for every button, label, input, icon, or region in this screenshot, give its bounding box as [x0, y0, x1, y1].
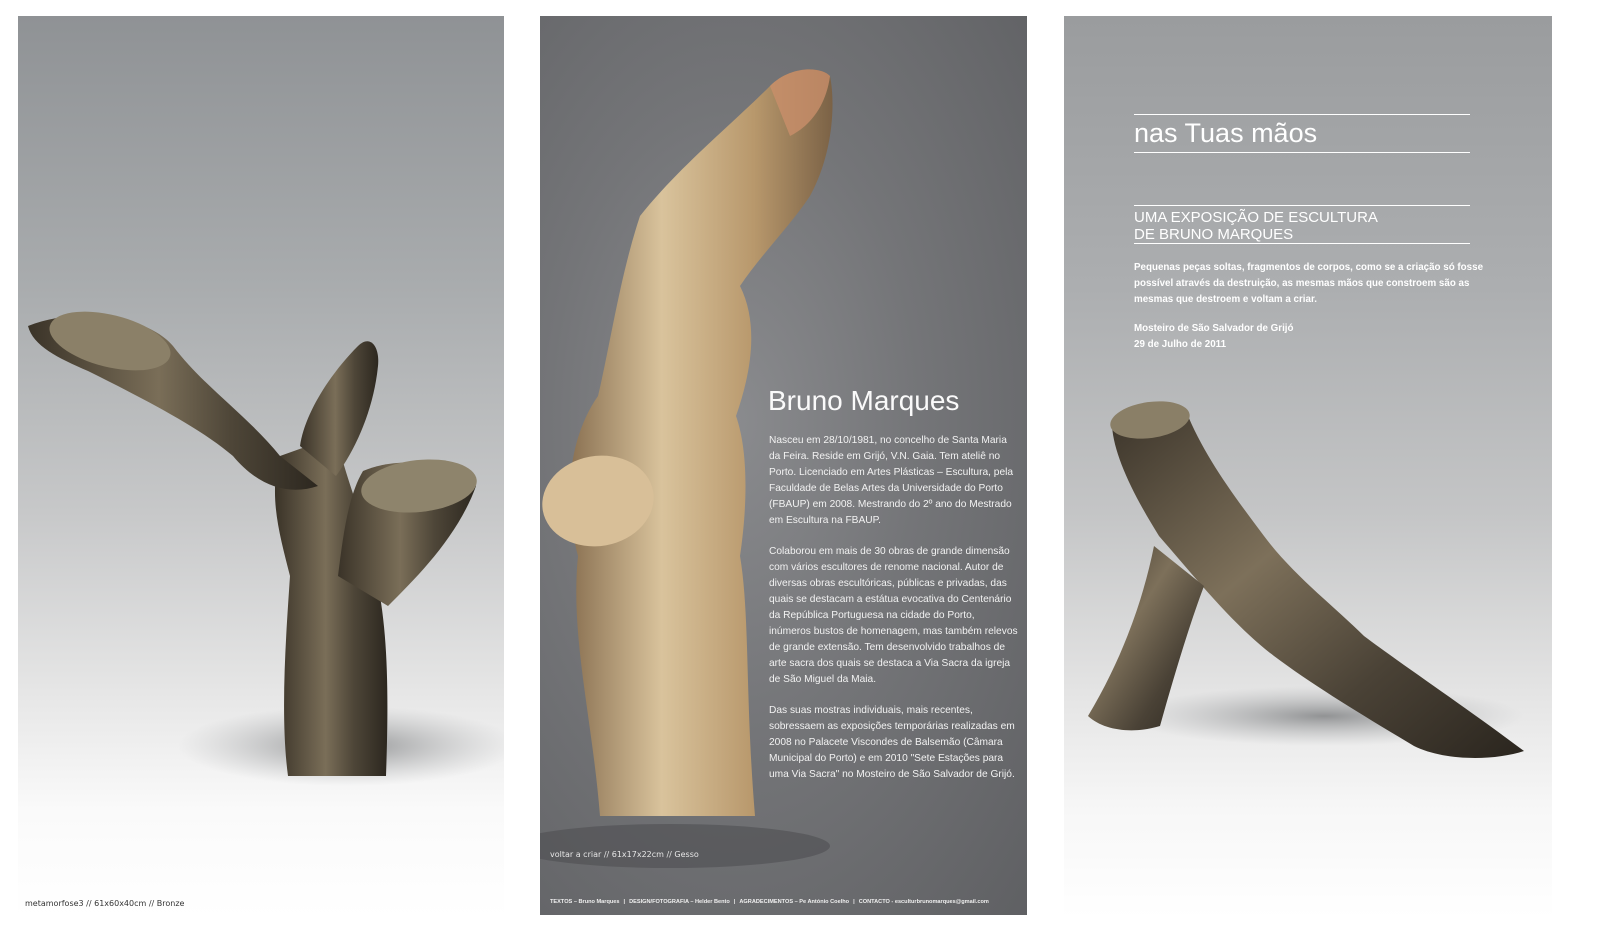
bio-paragraph: Colaborou em mais de 30 obras de grande dimensão com vários escultores de renome nacional. Autor de diversas obras escultóricas, públicas e privadas, das quais se destacam a estátua evocativa do Centenário da República Portuguesa na cidade do Porto, inúmeros bustos de homenagem, mas também relevos de grande extensão. Tem desenvolvido trabalhos de arte sacra dos quais se destaca a Via Sacra da igreja de São Miguel da Maia.	[769, 546, 1018, 685]
left-panel-photo	[18, 16, 504, 918]
credit-design: DESIGN/FOTOGRAFIA – Helder Bento	[629, 899, 730, 905]
center-panel	[540, 16, 1027, 915]
artwork-caption-center: voltar a criar // 61x17x22cm // Gesso	[550, 850, 699, 859]
credits-line: TEXTOS – Bruno Marques | DESIGN/FOTOGRAFIA – Helder Bento | AGRADECIMENTOS – Pe António Coelho | CONTACTO - esculturbrunomarques@gmail.com	[550, 899, 989, 905]
artwork-caption-left: metamorfose3 // 61x60x40cm // Bronze	[25, 899, 185, 908]
bronze-sculpture-right	[1064, 16, 1552, 918]
bio-paragraph: Nasceu em 28/10/1981, no concelho de Santa Maria da Feira. Reside em Grijó, V.N. Gaia. Tem ateliê no Porto. Licenciado em Artes Plásticas – Escultura, pela Faculdade de Belas Artes da Universidade do Porto (FBAUP) em 2008. Mestrando do 2º ano do Mestrado em Escultura na FBAUP.	[769, 435, 1014, 526]
credit-texts: TEXTOS – Bruno Marques	[550, 899, 620, 905]
subtitle-line-1: UMA EXPOSIÇÃO DE ESCULTURA	[1134, 209, 1378, 226]
artist-name-heading: Bruno Marques	[768, 385, 960, 416]
subtitle-line-2: DE BRUNO MARQUES	[1134, 226, 1294, 243]
right-panel	[1064, 16, 1552, 918]
bronze-sculpture-metamorfose3	[18, 16, 504, 918]
exhibition-description: Pequenas peças soltas, fragmentos de corpos, como se a criação só fosse possível através da destruição, as mesmas mãos que constroem são as mesmas que destroem e voltam a criar.	[1134, 262, 1484, 305]
bio-paragraph: Das suas mostras individuais, mais recentes, sobressaem as exposições temporárias realizadas em 2008 no Palacete Viscondes de Balsemão (Câmara Municipal do Porto) e em 2010 "Sete Estações para uma Via Sacra" no Mosteiro de São Salvador de Grijó.	[769, 705, 1015, 780]
credit-thanks: AGRADECIMENTOS – Pe António Coelho	[739, 899, 850, 905]
exhibition-venue: Mosteiro de São Salvador de Grijó	[1134, 323, 1294, 334]
credit-contact: CONTACTO - esculturbrunomarques@gmail.com	[858, 899, 989, 905]
exhibition-title: nas Tuas mãos	[1134, 118, 1318, 148]
exhibition-date: 29 de Julho de 2011	[1134, 339, 1227, 350]
